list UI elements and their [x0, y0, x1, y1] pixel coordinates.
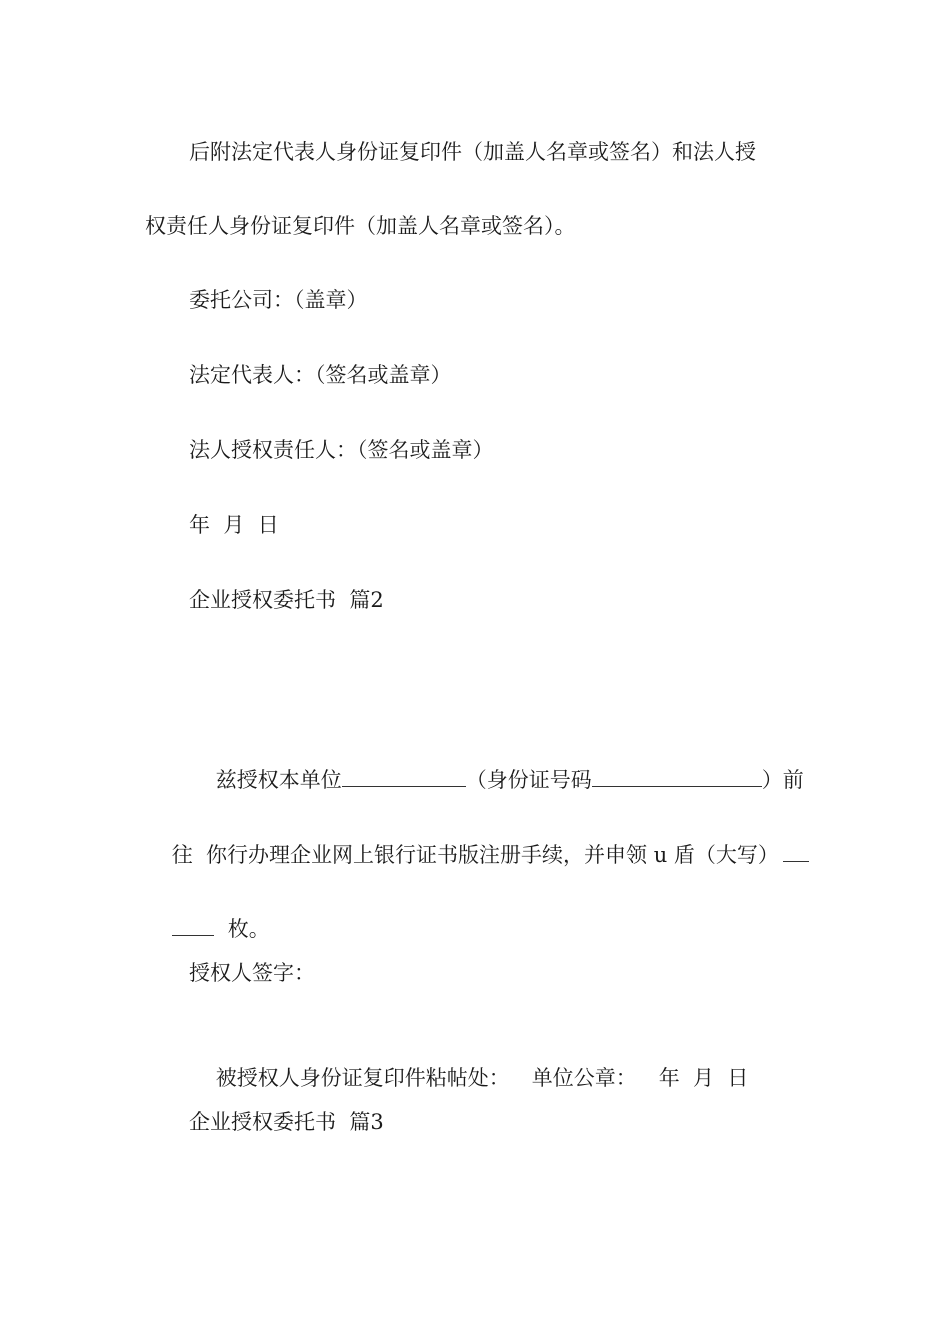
usb-key-count-blank [783, 839, 809, 862]
paragraph-text: 往 你行办理企业网上银行证书版注册手续，并申领 u 盾（大写） [171, 843, 779, 867]
legal-representative-field: 法定代表人：（签名或盖章） [189, 363, 452, 387]
id-number-blank [592, 764, 762, 787]
paragraph-text: （身份证号码 [465, 768, 592, 792]
paragraph-line: 权责任人身份证复印件（加盖人名章或签名）。 [145, 214, 576, 238]
unit-seal-label: 单位公章： [531, 1066, 637, 1090]
paragraph-text: 兹授权本单位 [215, 768, 342, 792]
usb-key-count-blank [172, 913, 214, 936]
section-heading: 企业授权委托书 篇2 [189, 588, 384, 612]
authorizer-signature-field: 授权人签字： [189, 961, 315, 985]
section-heading: 企业授权委托书 篇3 [189, 1110, 384, 1134]
id-copy-area-label: 被授权人身份证复印件粘帖处： [215, 1066, 510, 1090]
paragraph-text: ）前 [761, 768, 804, 792]
paragraph-line: 后附法定代表人身份证复印件（加盖人名章或签名）和法人授 [189, 140, 756, 164]
authorized-person-field: 法人授权责任人：（签名或盖章） [189, 438, 494, 462]
paragraph-text: 枚。 [227, 917, 270, 941]
date-line: 年 月 日 [189, 513, 279, 537]
date-line: 年 月 日 [658, 1066, 749, 1090]
unit-name-blank [342, 764, 466, 787]
client-company-field: 委托公司：（盖章） [189, 288, 368, 312]
